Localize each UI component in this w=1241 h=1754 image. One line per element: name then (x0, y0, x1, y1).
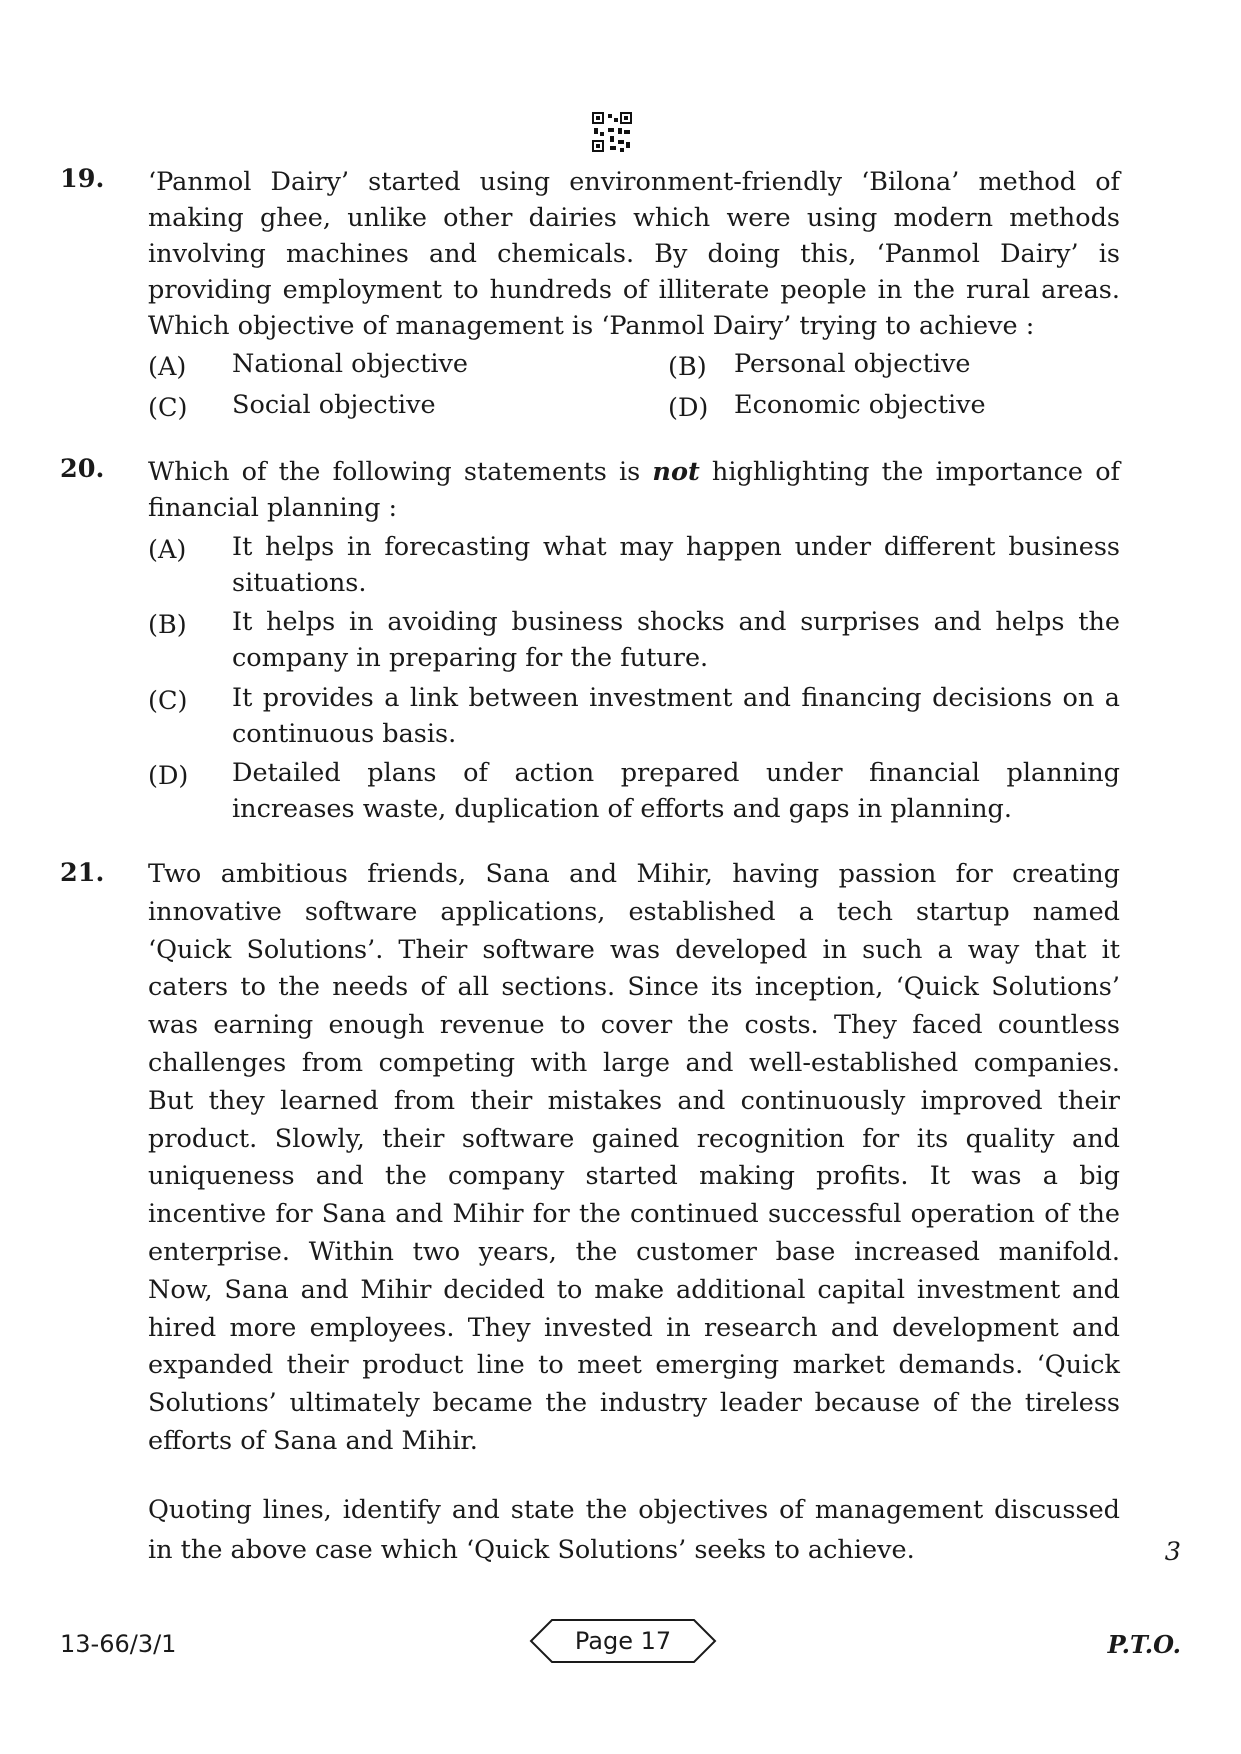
question-number-19: 19. (60, 164, 105, 194)
case-line: But they learned from their mistakes and continuously improved their (148, 1085, 1120, 1116)
prompt-line: Quoting lines, identify and state the objectives of management discussed (148, 1495, 1120, 1525)
option-text (232, 680, 1120, 752)
case-line: Two ambitious friends, Sana and Mihir, having passion for creating (148, 859, 1120, 889)
stem-line (148, 454, 1120, 490)
case-line: expanded their product line to meet emerging market demands. ‘Quick (148, 1350, 1120, 1381)
case-line: product. Slowly, their software gained recognition for its quality and (148, 1123, 1120, 1154)
case-line: incentive for Sana and Mihir for the continued successful operation of the (148, 1199, 1120, 1230)
option-label: (D) (668, 393, 709, 423)
option-line: increases waste, duplication of efforts and gaps in planning. (232, 794, 1012, 824)
stem-line: Which objective of management is ‘Panmol Dairy’ trying to achieve : (148, 311, 1035, 341)
stem-line: providing employment to hundreds of illiterate people in the rural areas. (148, 275, 1120, 305)
case-line: Now, Sana and Mihir decided to make additional capital investment and (148, 1274, 1120, 1305)
paper-code: 13-66/3/1 (60, 1630, 177, 1658)
option-line: It provides a link between investment and financing decisions on a (232, 683, 1120, 713)
option-text: Social objective (232, 390, 436, 420)
option-label: (C) (148, 393, 188, 423)
qr-code (592, 112, 632, 152)
stem-text: Which of the following statements is (148, 457, 653, 487)
emphasis-not: not (652, 457, 700, 487)
case-line: challenges from competing with large and well-established companies. (148, 1047, 1120, 1078)
case-line: was earning enough revenue to cover the costs. They faced countless (148, 1010, 1120, 1041)
case-line: enterprise. Within two years, the customer base increased manifold. (148, 1236, 1120, 1267)
case-line: caters to the needs of all sections. Since its inception, ‘Quick Solutions’ (148, 972, 1120, 1003)
option-label: (D) (148, 761, 189, 791)
case-line: innovative software applications, established a tech startup named (148, 896, 1120, 927)
question-21-case (148, 856, 1120, 1461)
case-line: efforts of Sana and Mihir. (148, 1425, 478, 1456)
option-label: (A) (148, 535, 187, 565)
option-line: It helps in avoiding business shocks and surprises and helps the (232, 607, 1120, 637)
prompt-line: in the above case which ‘Quick Solutions’ seeks to achieve. (148, 1535, 915, 1565)
case-line: ‘Quick Solutions’. Their software was developed in such a way that it (148, 934, 1120, 965)
question-20-stem (148, 454, 1120, 526)
stem-line: ‘Panmol Dairy’ started using environment-friendly ‘Bilona’ method of (148, 167, 1120, 197)
question-21-prompt (148, 1490, 1120, 1570)
option-line: company in preparing for the future. (232, 643, 709, 673)
case-line: uniqueness and the company started making profits. It was a big (148, 1161, 1120, 1192)
option-text (232, 529, 1120, 601)
please-turn-over: P.T.O. (1107, 1630, 1181, 1659)
option-line: situations. (232, 568, 367, 598)
question-number-21: 21. (60, 858, 105, 888)
page-number: Page 17 (574, 1627, 672, 1655)
option-text: National objective (232, 349, 469, 379)
stem-line: involving machines and chemicals. By doing this, ‘Panmol Dairy’ is (148, 239, 1120, 269)
option-text: Economic objective (734, 390, 986, 420)
option-line: It helps in forecasting what may happen under different business (232, 532, 1120, 562)
option-text (232, 604, 1120, 676)
option-line: continuous basis. (232, 719, 457, 749)
stem-line: financial planning : (148, 493, 398, 523)
option-label: (B) (668, 352, 707, 382)
stem-line: making ghee, unlike other dairies which were using modern methods (148, 203, 1120, 233)
option-text (232, 755, 1120, 827)
page-number-badge (528, 1617, 718, 1665)
option-label: (C) (148, 686, 188, 716)
option-label: (A) (148, 352, 187, 382)
marks-label: 3 (1164, 1537, 1181, 1567)
option-line: Detailed plans of action prepared under financial planning (232, 758, 1120, 788)
question-19-stem (148, 164, 1120, 344)
option-text: Personal objective (734, 349, 971, 379)
case-line: Solutions’ ultimately became the industry leader because of the tireless (148, 1388, 1120, 1419)
question-number-20: 20. (60, 454, 105, 484)
stem-text: highlighting the importance of (699, 457, 1120, 487)
option-label: (B) (148, 610, 187, 640)
case-line: hired more employees. They invested in research and development and (148, 1312, 1120, 1343)
